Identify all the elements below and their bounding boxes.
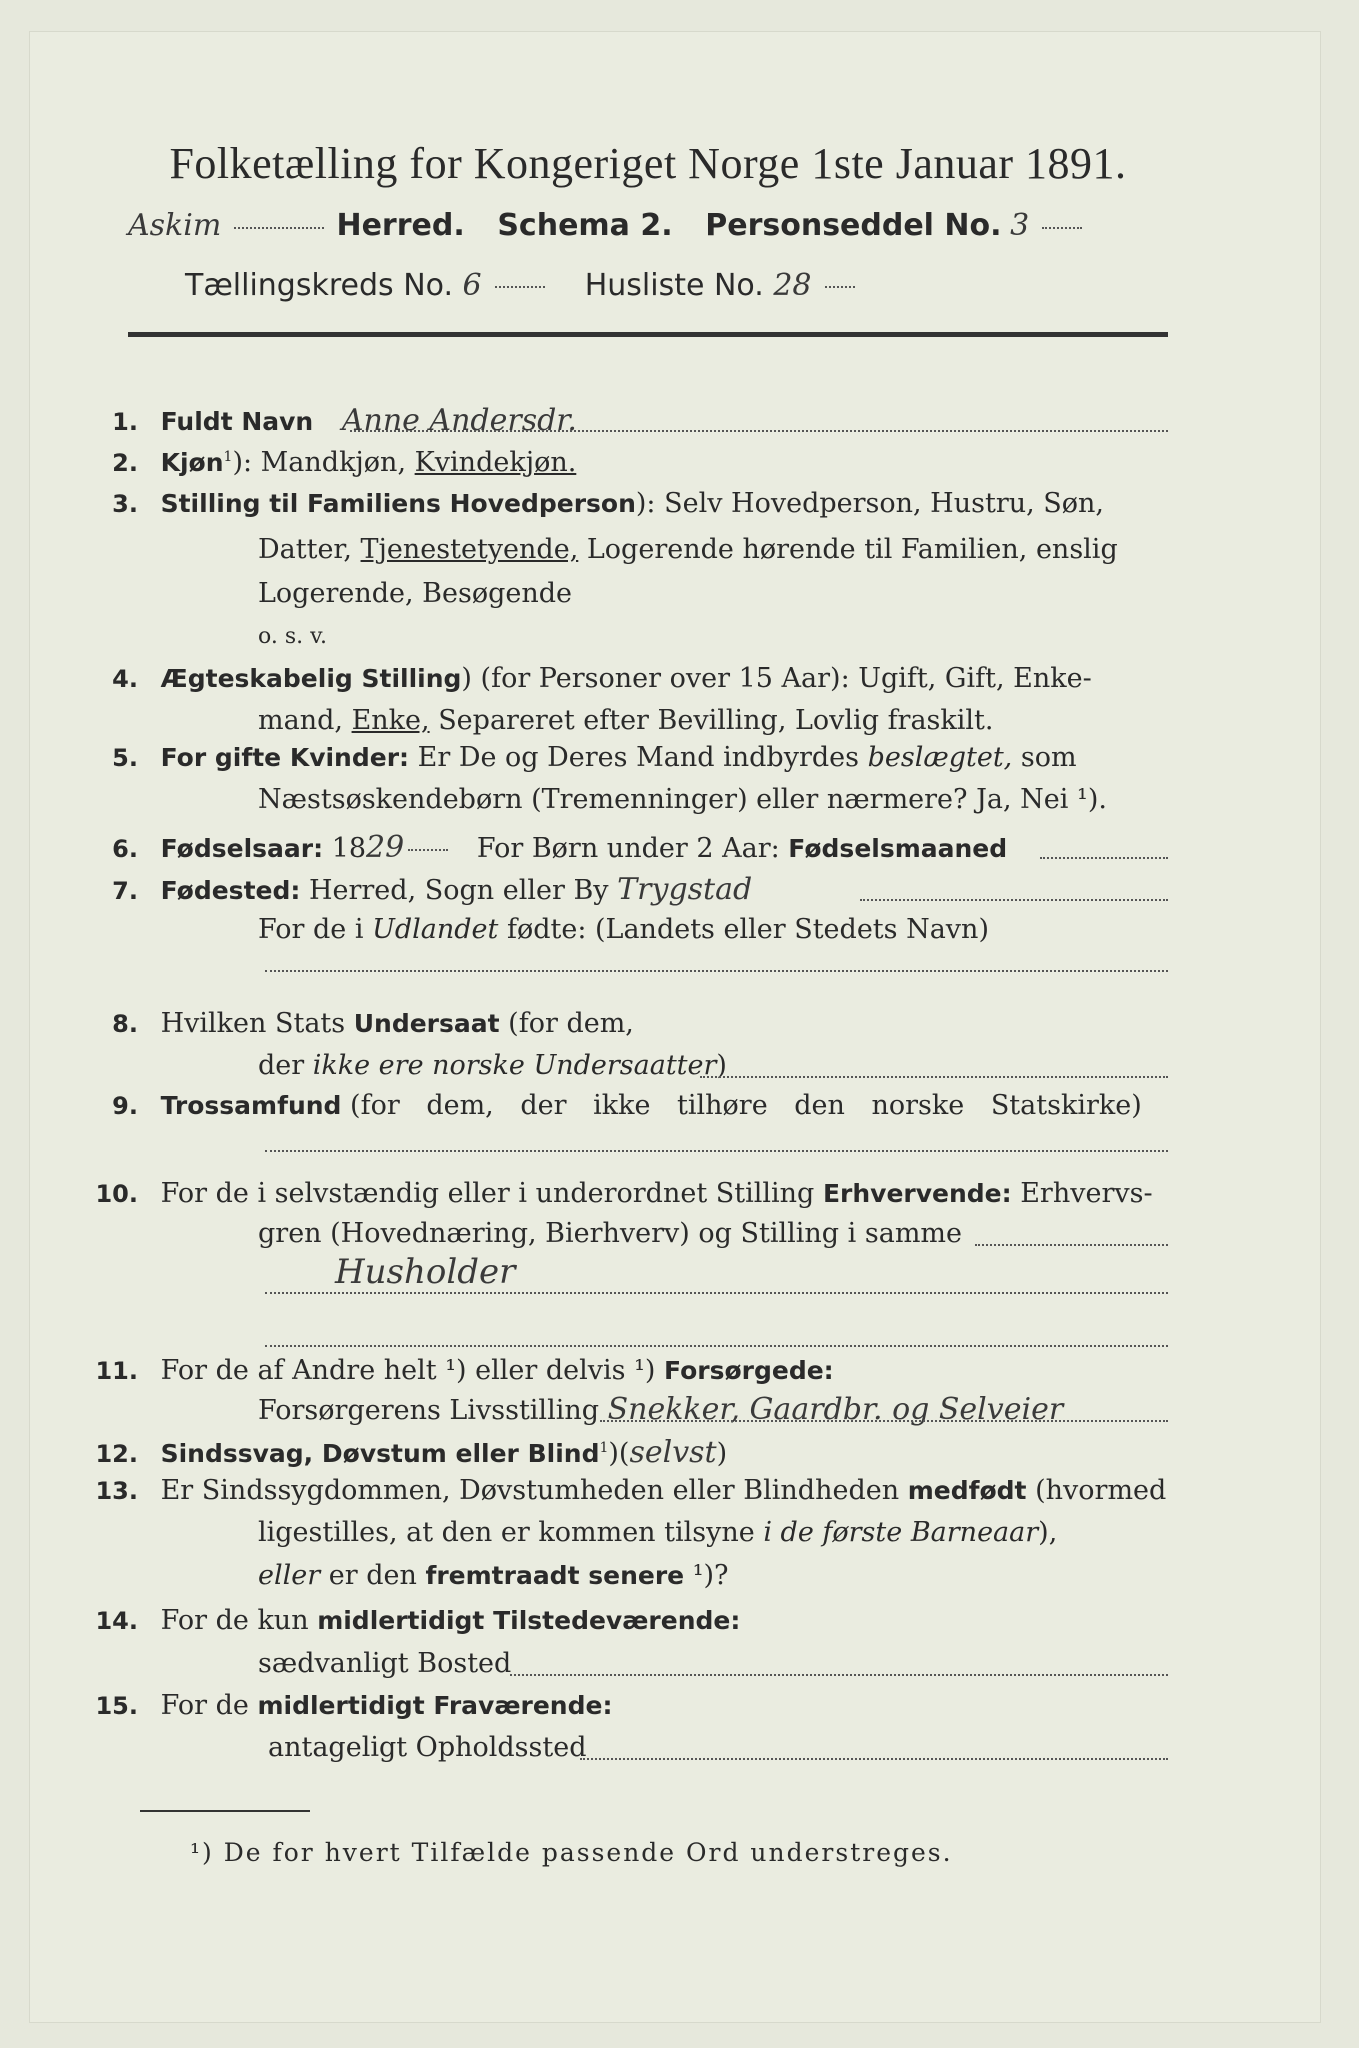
field-text: For de bbox=[160, 1690, 249, 1721]
field-text: beslægtet, bbox=[867, 742, 1013, 773]
footnote-mark: 1 bbox=[599, 1440, 609, 1456]
field-label: Kjøn bbox=[160, 448, 224, 477]
field-5 bbox=[80, 742, 1077, 773]
form-title: Folketælling for Kongeriget Norge 1ste Januar 1891. bbox=[169, 139, 1127, 188]
field-10 bbox=[80, 1178, 1153, 1209]
field-text: ligestilles, at den er kommen tilsyne bbox=[258, 1517, 755, 1548]
herred-label: Herred. bbox=[336, 208, 465, 243]
field-number: 3. bbox=[112, 490, 138, 518]
schema-label: Schema 2. bbox=[497, 208, 673, 243]
field-label: midlertidigt Tilstedeværende: bbox=[317, 1606, 741, 1635]
field-number: 6. bbox=[112, 835, 138, 863]
field-text: 18 bbox=[331, 833, 367, 864]
field-text: ikke ere norske Undersaatter bbox=[312, 1050, 717, 1081]
field-3-line-3: Logerende, Besøgende bbox=[258, 578, 572, 609]
field-text: (for dem, bbox=[508, 1008, 634, 1039]
field-label: Fødselsmaaned bbox=[788, 834, 1008, 863]
field-text: ): Selv Hovedperson, Hustru, Søn, bbox=[635, 488, 1105, 519]
husliste-label: Husliste No. bbox=[584, 268, 764, 303]
field-11 bbox=[80, 1355, 834, 1386]
field-number: 9. bbox=[112, 1092, 138, 1120]
field-7-line-2 bbox=[258, 914, 989, 945]
field-text: Forsørgerens Livsstilling bbox=[258, 1395, 600, 1426]
field-text: ): Mandkjøn, bbox=[232, 447, 407, 478]
field-label: Forsørgede: bbox=[664, 1356, 834, 1385]
field-1 bbox=[80, 403, 577, 438]
field-value: Snekker, Gaardbr. og Selveier bbox=[607, 1392, 1064, 1427]
herred-value: Askim bbox=[128, 208, 222, 243]
field-text: fødte: (Landets eller Stedets Navn) bbox=[506, 914, 989, 945]
field-text: Hvilken Stats bbox=[160, 1008, 346, 1039]
field-text: Logerende hørende til Familien, enslig bbox=[586, 534, 1118, 565]
field-text: ¹)? bbox=[692, 1560, 729, 1591]
husliste-value: 28 bbox=[773, 268, 812, 303]
field-2 bbox=[80, 447, 576, 478]
field-label: For gifte Kvinder: bbox=[160, 743, 410, 772]
field-text: som bbox=[1020, 742, 1077, 773]
field-text: Er De og Deres Mand indbyrdes bbox=[417, 742, 859, 773]
personseddel-value: 3 bbox=[1010, 208, 1030, 243]
field-text: eller bbox=[258, 1560, 321, 1591]
field-label: Fødselsaar: bbox=[160, 834, 324, 863]
field-14 bbox=[80, 1605, 740, 1636]
field-label: Trossamfund bbox=[160, 1091, 342, 1120]
field-text: i de første Barneaar bbox=[763, 1517, 1039, 1548]
field-9 bbox=[80, 1090, 1142, 1121]
field-label: Sindssvag, Døvstum eller Blind bbox=[160, 1439, 600, 1468]
field-label: Fuldt Navn bbox=[160, 407, 314, 436]
field-8-line-2 bbox=[258, 1050, 727, 1081]
field-value: 29 bbox=[366, 830, 405, 865]
footnote-divider bbox=[140, 1810, 310, 1812]
field-4 bbox=[80, 663, 1092, 694]
field-7 bbox=[80, 872, 752, 907]
kreds-line bbox=[185, 268, 859, 303]
field-text: Udlandet bbox=[372, 914, 499, 945]
field-number: 12. bbox=[95, 1440, 138, 1468]
field-number: 7. bbox=[112, 877, 138, 905]
field-number: 11. bbox=[95, 1357, 138, 1385]
field-text: (hvormed bbox=[1035, 1475, 1167, 1506]
field-number: 8. bbox=[112, 1010, 138, 1038]
personseddel-label: Personseddel No. bbox=[705, 208, 1002, 243]
field-label: Erhvervende: bbox=[822, 1179, 1012, 1208]
field-3-line-4: o. s. v. bbox=[258, 624, 327, 649]
field-15-line-2: antageligt Opholdssted bbox=[268, 1732, 587, 1763]
field-label: fremtraadt senere bbox=[425, 1561, 685, 1590]
field-text: Herred, Sogn eller By bbox=[308, 875, 609, 906]
field-text: ) bbox=[716, 1050, 727, 1081]
field-text: er den bbox=[328, 1560, 417, 1591]
field-10-line-2: gren (Hovednæring, Bierhverv) og Stilling i samme bbox=[258, 1218, 963, 1249]
field-label: Undersaat bbox=[353, 1009, 500, 1038]
field-number: 14. bbox=[95, 1607, 138, 1635]
field-number: 2. bbox=[112, 449, 138, 477]
field-3 bbox=[80, 488, 1104, 519]
field-text: mand, bbox=[258, 705, 343, 736]
field-13-line-2 bbox=[258, 1517, 1057, 1548]
field-number: 13. bbox=[95, 1477, 138, 1505]
field-label: Stilling til Familiens Hovedperson bbox=[160, 489, 636, 518]
field-10-value bbox=[335, 1252, 515, 1292]
field-selected-option: Kvindekjøn. bbox=[414, 447, 577, 478]
field-text: Erhvervs- bbox=[1020, 1178, 1153, 1209]
field-12: 12. Sindssvag, Døvstum eller Blind$^1$)(selvst) bbox=[80, 1435, 727, 1470]
field-number: 10. bbox=[95, 1180, 138, 1208]
field-text: ) (for Personer over 15 Aar): Ugift, Gift, Enke- bbox=[461, 663, 1092, 694]
field-label: midlertidigt Fraværende: bbox=[257, 1691, 613, 1720]
field-number: 1. bbox=[112, 408, 138, 436]
field-value: Anne Andersdr. bbox=[341, 403, 577, 438]
field-13 bbox=[80, 1475, 1166, 1506]
field-6 bbox=[80, 830, 1007, 865]
field-text: Separeret efter Bevilling, Lovlig fraskilt. bbox=[438, 705, 994, 736]
field-text: Er Sindssygdommen, Døvstumheden eller Blindheden bbox=[160, 1475, 900, 1506]
field-14-line-2: sædvanligt Bosted bbox=[258, 1648, 512, 1679]
field-3-line-2 bbox=[258, 534, 1118, 565]
herred-line bbox=[128, 208, 1086, 243]
footnote: ¹) De for hvert Tilfælde passende Ord understreges. bbox=[190, 1838, 953, 1867]
field-text: For Børn under 2 Aar: bbox=[476, 833, 780, 864]
field-value: Husholder bbox=[335, 1252, 516, 1292]
field-13-line-3 bbox=[258, 1560, 729, 1591]
field-text: For de i selvstændig eller i underordnet Stilling bbox=[160, 1178, 815, 1209]
field-number: 15. bbox=[95, 1692, 138, 1720]
kreds-label: Tællingskreds No. bbox=[185, 268, 453, 303]
field-text: ), bbox=[1038, 1517, 1058, 1548]
field-text: Datter, bbox=[258, 534, 352, 565]
field-selected-option: Enke, bbox=[351, 705, 430, 736]
field-selected-option: Tjenestetyende, bbox=[360, 534, 579, 565]
field-value: selvst bbox=[629, 1435, 717, 1470]
field-text: der bbox=[258, 1050, 305, 1081]
field-4-line-2 bbox=[258, 705, 993, 736]
header-divider bbox=[128, 332, 1168, 337]
field-text: (for dem, der ikke tilhøre den norske Statskirke) bbox=[350, 1090, 1142, 1121]
field-label: Fødested: bbox=[160, 876, 301, 905]
field-number: 4. bbox=[112, 665, 138, 693]
field-label: Ægteskabelig Stilling bbox=[160, 664, 462, 693]
footnote-mark: 1 bbox=[223, 449, 233, 465]
field-text: For de kun bbox=[160, 1605, 309, 1636]
field-number: 5. bbox=[112, 744, 138, 772]
field-label: medfødt bbox=[907, 1476, 1027, 1505]
field-8 bbox=[80, 1008, 634, 1039]
field-text: For de af Andre helt ¹) eller delvis ¹) bbox=[160, 1355, 656, 1386]
field-text: For de i bbox=[258, 914, 364, 945]
field-15 bbox=[80, 1690, 612, 1721]
field-value: Trygstad bbox=[617, 872, 753, 907]
field-5-line-2: Næstsøskendebørn (Tremenninger) eller nærmere? Ja, Nei ¹). bbox=[258, 784, 1107, 815]
kreds-value: 6 bbox=[462, 268, 482, 303]
